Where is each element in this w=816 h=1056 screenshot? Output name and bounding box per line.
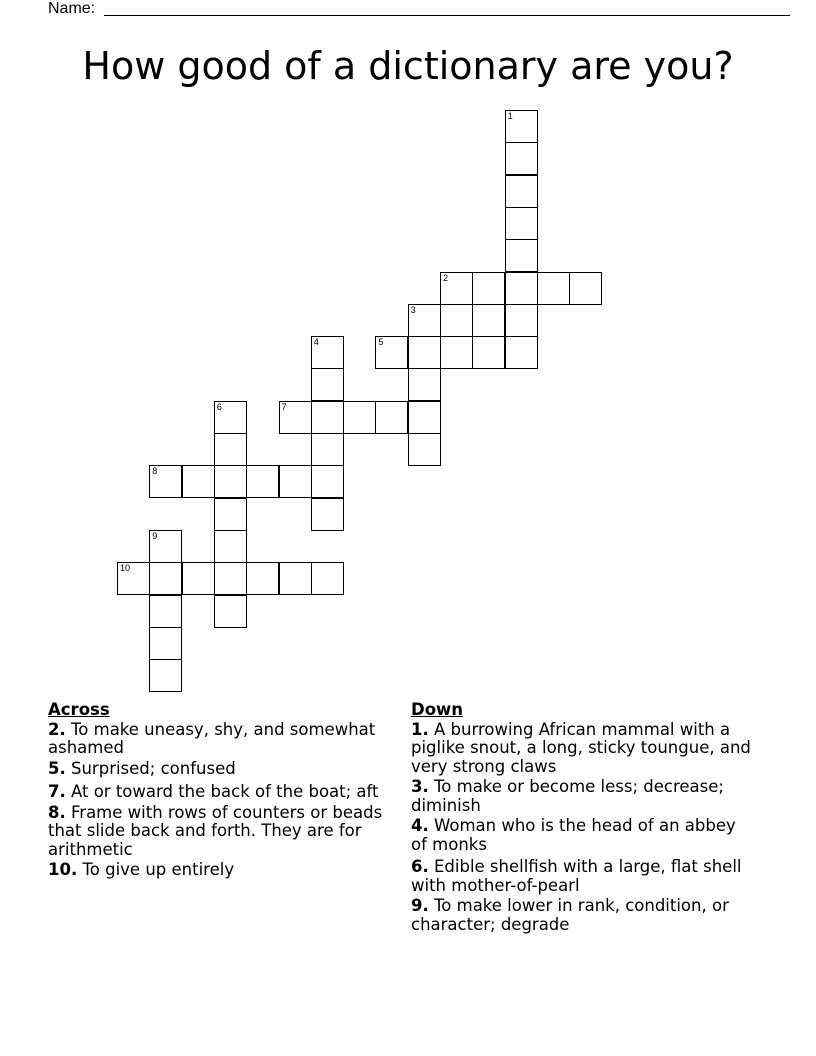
grid-cell[interactable] xyxy=(375,401,408,434)
name-field[interactable] xyxy=(48,0,748,20)
grid-cell[interactable] xyxy=(408,401,441,434)
grid-cell[interactable] xyxy=(311,498,344,531)
grid-cell[interactable] xyxy=(311,368,344,401)
cell-number: 3 xyxy=(410,304,416,315)
clue-down-1 xyxy=(411,721,751,777)
clue-down-3 xyxy=(411,778,751,815)
clue-across-5 xyxy=(48,760,403,779)
grid-cell[interactable] xyxy=(472,272,505,305)
across-clues xyxy=(48,701,403,882)
grid-cell[interactable] xyxy=(214,465,247,498)
grid-cell[interactable] xyxy=(505,239,538,272)
grid-cell[interactable] xyxy=(472,336,505,369)
grid-cell[interactable] xyxy=(149,530,182,563)
grid-cell[interactable] xyxy=(311,465,344,498)
grid-cell[interactable] xyxy=(505,336,538,369)
clue-across-10 xyxy=(48,861,403,880)
grid-cell[interactable] xyxy=(408,368,441,401)
clue-number: 7. xyxy=(48,782,66,801)
grid-cell[interactable] xyxy=(214,562,247,595)
grid-cell[interactable] xyxy=(182,562,215,595)
clue-text: A burrowing African mammal with a piglike snout, a long, sticky toungue, and very strong claws xyxy=(411,719,751,776)
grid-cell[interactable] xyxy=(408,433,441,466)
cell-number: 10 xyxy=(120,563,131,574)
clue-number: 3. xyxy=(411,777,429,796)
clue-text: Frame with rows of counters or beads that slide back and forth. They are for arithmetic xyxy=(48,802,383,859)
grid-cell[interactable] xyxy=(505,272,538,305)
grid-cell[interactable] xyxy=(505,175,538,208)
grid-cell[interactable] xyxy=(214,595,247,628)
clue-number: 10. xyxy=(48,860,78,879)
grid-cell[interactable] xyxy=(149,562,182,595)
clue-across-7 xyxy=(48,783,403,802)
clue-number: 4. xyxy=(411,816,429,835)
grid-cell[interactable] xyxy=(214,401,247,434)
across-heading: Across xyxy=(48,700,110,719)
grid-cell[interactable] xyxy=(505,304,538,337)
grid-cell[interactable] xyxy=(408,336,441,369)
cell-number: 4 xyxy=(313,337,319,348)
cell-number: 1 xyxy=(507,111,513,121)
cell-number: 6 xyxy=(216,401,222,412)
grid-cell[interactable] xyxy=(279,401,312,434)
clue-number: 5. xyxy=(48,758,66,778)
grid-cell[interactable] xyxy=(182,465,215,498)
grid-cell[interactable] xyxy=(149,465,182,498)
grid-cell[interactable] xyxy=(472,304,505,337)
clue-number: 2. xyxy=(48,719,66,739)
cell-number: 2 xyxy=(443,272,449,283)
down-clues xyxy=(411,701,751,936)
grid-cell[interactable] xyxy=(311,401,344,434)
clue-text: Woman who is the head of an abbey of monks xyxy=(411,816,736,854)
grid-cell[interactable] xyxy=(505,142,538,175)
clue-number: 1. xyxy=(411,719,429,739)
grid-cell[interactable] xyxy=(246,562,279,595)
clue-text: Edible shellfish with a large, flat shell with mother-of-pearl xyxy=(411,857,742,895)
clue-down-9 xyxy=(411,897,751,934)
grid-cell[interactable] xyxy=(505,207,538,240)
clue-across-2 xyxy=(48,721,403,758)
grid-cell[interactable] xyxy=(440,304,473,337)
grid-cell[interactable] xyxy=(279,562,312,595)
down-heading: Down xyxy=(411,700,464,719)
grid-cell[interactable] xyxy=(246,465,279,498)
clue-number: 9. xyxy=(411,896,429,915)
grid-cell[interactable] xyxy=(375,336,408,369)
grid-cell[interactable] xyxy=(505,110,538,143)
clue-number: 8. xyxy=(48,802,66,822)
clue-text: To give up entirely xyxy=(82,860,235,879)
cell-number: 9 xyxy=(152,530,158,541)
grid-cell[interactable] xyxy=(117,562,150,595)
grid-cell[interactable] xyxy=(311,336,344,369)
clue-down-6 xyxy=(411,858,751,895)
grid-cell[interactable] xyxy=(149,659,182,692)
grid-cell[interactable] xyxy=(440,272,473,305)
name-underline xyxy=(104,15,790,16)
clue-number: 6. xyxy=(411,857,429,876)
grid-cell[interactable] xyxy=(149,595,182,628)
clue-text: At or toward the back of the boat; aft xyxy=(71,782,379,801)
clue-down-4 xyxy=(411,817,751,854)
grid-cell[interactable] xyxy=(149,627,182,660)
grid-cell[interactable] xyxy=(408,304,441,337)
cell-number: 5 xyxy=(378,337,384,348)
clue-across-8 xyxy=(48,804,403,860)
grid-cell[interactable] xyxy=(440,336,473,369)
grid-cell[interactable] xyxy=(311,562,344,595)
clue-text: To make lower in rank, condition, or character; degrade xyxy=(411,896,729,934)
grid-cell[interactable] xyxy=(311,433,344,466)
grid-cell[interactable] xyxy=(214,498,247,531)
grid-cell[interactable] xyxy=(537,272,570,305)
cell-number: 7 xyxy=(281,401,287,412)
grid-cell[interactable] xyxy=(569,272,602,305)
clue-text: To make uneasy, shy, and somewhat ashamed xyxy=(48,719,376,757)
grid-cell[interactable] xyxy=(279,465,312,498)
grid-cell[interactable] xyxy=(343,401,376,434)
page-title: How good of a dictionary are you? xyxy=(82,44,734,88)
clue-text: To make or become less; decrease; diminish xyxy=(411,777,724,815)
clue-text: Surprised; confused xyxy=(71,758,236,778)
grid-cell[interactable] xyxy=(214,530,247,563)
cell-number: 8 xyxy=(152,466,158,477)
name-label: Name: xyxy=(48,0,96,17)
grid-cell[interactable] xyxy=(214,433,247,466)
